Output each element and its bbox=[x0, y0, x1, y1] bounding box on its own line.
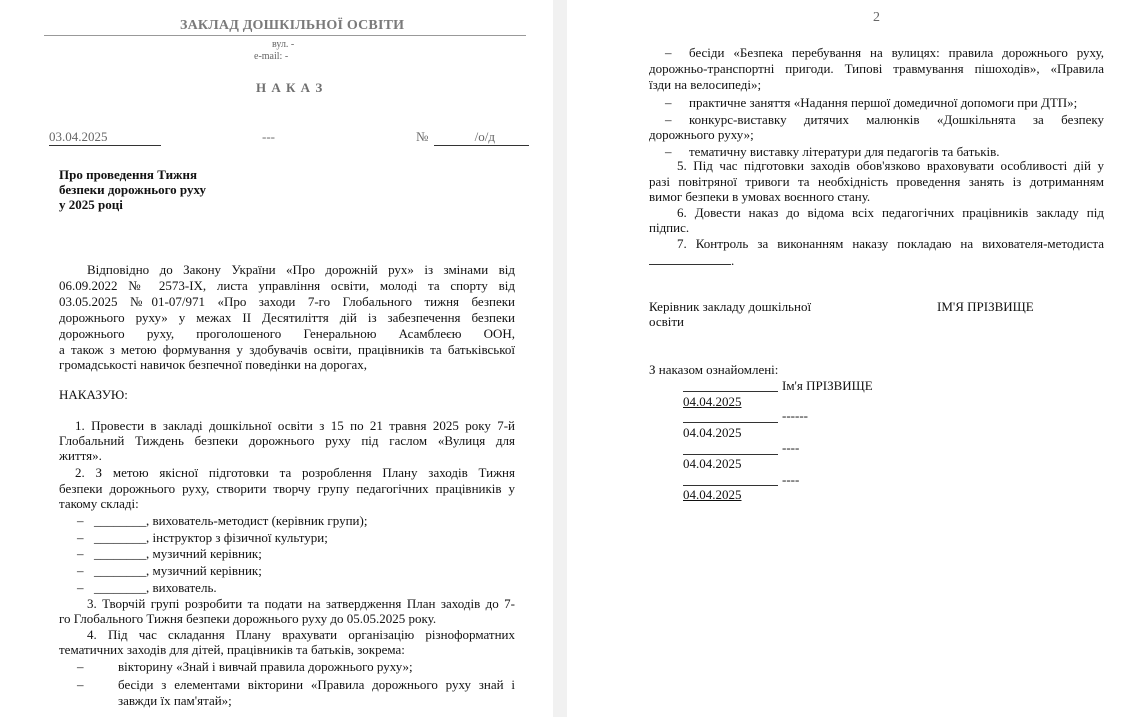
item6-line: підпис. bbox=[649, 220, 690, 235]
acquainted-label: З наказом ознайомлені: bbox=[649, 362, 779, 377]
dash-bullet: – bbox=[77, 513, 84, 528]
header-divider bbox=[44, 35, 526, 36]
item4-line: 4. Під час складання Плану врахувати організацію різноформатних bbox=[87, 627, 515, 642]
item5-line: 5. Під час підготовки заходів обов'язково враховувати особливості дій у bbox=[677, 158, 1104, 173]
signature-line bbox=[683, 440, 778, 455]
head-name: ІМ'Я ПРІЗВИЩЕ bbox=[937, 299, 1034, 314]
signer-name: Ім'я ПРІЗВИЩЕ bbox=[782, 378, 873, 393]
item6-line: 6. Довести наказ до відома всіх педагогічних працівників закладу під bbox=[677, 205, 1104, 220]
activity-item: бесіди «Безпека перебування на вулицях: правила дорожнього руху, bbox=[689, 45, 1104, 60]
preamble-line: а також з метою формування у здобувачів освіти, працівників та батьківської bbox=[59, 342, 515, 357]
activity-item: конкурс-виставку дитячих малюнків «Дошкільнята за безпеку bbox=[689, 112, 1104, 127]
group-member: ________, інструктор з фізичної культури; bbox=[94, 530, 328, 545]
activity-item: практичне заняття «Надання першої домедичної допомоги при ДТП»; bbox=[689, 95, 1078, 110]
item5-line: разі повітряної тривоги та необхідність проведення занять із дотриманням bbox=[649, 174, 1104, 189]
order-number bbox=[434, 129, 529, 146]
activity-item: вікторину «Знай і вивчай правила дорожнього руху»; bbox=[118, 659, 413, 674]
item5-line: вимог безпеки в умовах воєнного стану. bbox=[649, 189, 871, 204]
dash-bullet: – bbox=[77, 563, 84, 578]
activity-item: дорожнього руху»; bbox=[649, 127, 754, 142]
document-page-2 bbox=[567, 0, 1123, 717]
preamble-line: 03.05.2025 №01-07/971 «Про заходи 7-го Глобального тижня безпеки bbox=[59, 294, 515, 309]
item4-line: тематичних заходів для дітей, працівників та батьків, зокрема: bbox=[59, 642, 405, 657]
street-address: вул. - bbox=[272, 39, 295, 50]
dash-bullet: – bbox=[665, 95, 672, 110]
document-page-1 bbox=[0, 0, 553, 717]
signature-date: 04.04.2025 bbox=[683, 425, 742, 440]
signature-line bbox=[683, 408, 778, 423]
head-title-line: освіти bbox=[649, 314, 684, 329]
item1-line: Глобальний Тиждень безпеки дорожнього руху під гаслом «Вулиця для bbox=[59, 433, 515, 448]
item2-line: такому складі: bbox=[59, 496, 139, 511]
title-line-2: безпеки дорожнього руху bbox=[59, 182, 206, 197]
dash-bullet: – bbox=[665, 112, 672, 127]
signature-line bbox=[683, 377, 778, 392]
item2-line: безпеки дорожнього руху, створити творчу групу педагогічних працівників у bbox=[59, 481, 515, 496]
email-address: e-mail: - bbox=[254, 51, 289, 62]
dash-bullet: – bbox=[77, 546, 84, 561]
activity-item: їзди на велосипеді»; bbox=[649, 77, 762, 92]
signer-name: ---- bbox=[782, 472, 800, 487]
title-line-1: Про проведення Тижня bbox=[59, 167, 198, 182]
preamble-line: 06.09.2022 № 2573-IX, листа управління освіти, молоді та спорту від bbox=[59, 278, 515, 293]
head-title-line: Керівник закладу дошкільної bbox=[649, 299, 812, 314]
signature-blank bbox=[649, 252, 731, 265]
signature-date: 04.04.2025 bbox=[683, 394, 742, 409]
dash-bullet: – bbox=[665, 45, 672, 60]
doc-type: Н А К А З bbox=[256, 80, 324, 95]
signer-name: ---- bbox=[782, 440, 800, 455]
dash-bullet: – bbox=[77, 677, 84, 692]
number-suffix: /о/д bbox=[474, 129, 495, 144]
preamble-line: дорожнього руху, проголошеного Генеральною Асамблеєю ООН, bbox=[59, 326, 515, 341]
dash-bullet: – bbox=[77, 530, 84, 545]
group-member: ________, вихователь. bbox=[94, 580, 217, 595]
activity-item: завжди їх пам'ятай»; bbox=[118, 693, 232, 708]
signature-line bbox=[683, 471, 778, 486]
activity-item: тематичну виставку літератури для педагогів та батьків. bbox=[689, 144, 1000, 159]
item3-line: 3. Творчій групі розробити та подати на затвердження План заходів до 7- bbox=[87, 596, 515, 611]
preamble-line: Відповідно до Закону України «Про дорожній рух» із змінами від bbox=[87, 262, 515, 277]
activity-item: дорожньо-транспортні пригоди. Типові травмування пішоходів», «Правила bbox=[649, 61, 1104, 76]
preamble-line: громадськості навичок безпечної поведінки на дорогах, bbox=[59, 357, 368, 372]
order-date: 03.04.2025 bbox=[49, 129, 161, 146]
preamble-line: дорожнього руху» у межах II Десятиліття дій із забезпечення безпеки bbox=[59, 310, 515, 325]
item7-end: . bbox=[731, 253, 735, 268]
group-member: ________, музичний керівник; bbox=[94, 546, 262, 561]
city-placeholder: --- bbox=[262, 129, 275, 144]
dash-bullet: – bbox=[77, 659, 84, 674]
order-word: НАКАЗУЮ: bbox=[59, 387, 128, 402]
signature-date: 04.04.2025 bbox=[683, 487, 742, 502]
group-member: ________, вихователь-методист (керівник групи); bbox=[94, 513, 368, 528]
number-sign: № bbox=[416, 129, 429, 144]
institution-name: ЗАКЛАД ДОШКІЛЬНОЇ ОСВІТИ bbox=[180, 18, 405, 33]
item1-line: 1. Провести в закладі дошкільної освіти з 15 по 21 травня 2025 року 7-й bbox=[75, 418, 515, 433]
item2-line: 2. З метою якісної підготовки та розроблення Плану заходів Тижня bbox=[75, 465, 515, 480]
signer-name: ------ bbox=[782, 408, 808, 423]
page-number: 2 bbox=[873, 10, 880, 25]
group-member: ________, музичний керівник; bbox=[94, 563, 262, 578]
signature-date: 04.04.2025 bbox=[683, 456, 742, 471]
item7-line-2 bbox=[649, 252, 734, 269]
dash-bullet: – bbox=[77, 580, 84, 595]
dash-bullet: – bbox=[665, 144, 672, 159]
item3-line: го Глобального Тижня безпеки дорожнього руху до 05.05.2025 року. bbox=[59, 611, 437, 626]
item1-line: життя». bbox=[59, 448, 102, 463]
activity-item: бесіди з елементами вікторини «Правила дорожнього руху знай і bbox=[118, 677, 515, 692]
item7-line: 7. Контроль за виконанням наказу покладаю на вихователя-методиста bbox=[677, 236, 1104, 251]
title-line-3: у 2025 році bbox=[59, 197, 123, 212]
